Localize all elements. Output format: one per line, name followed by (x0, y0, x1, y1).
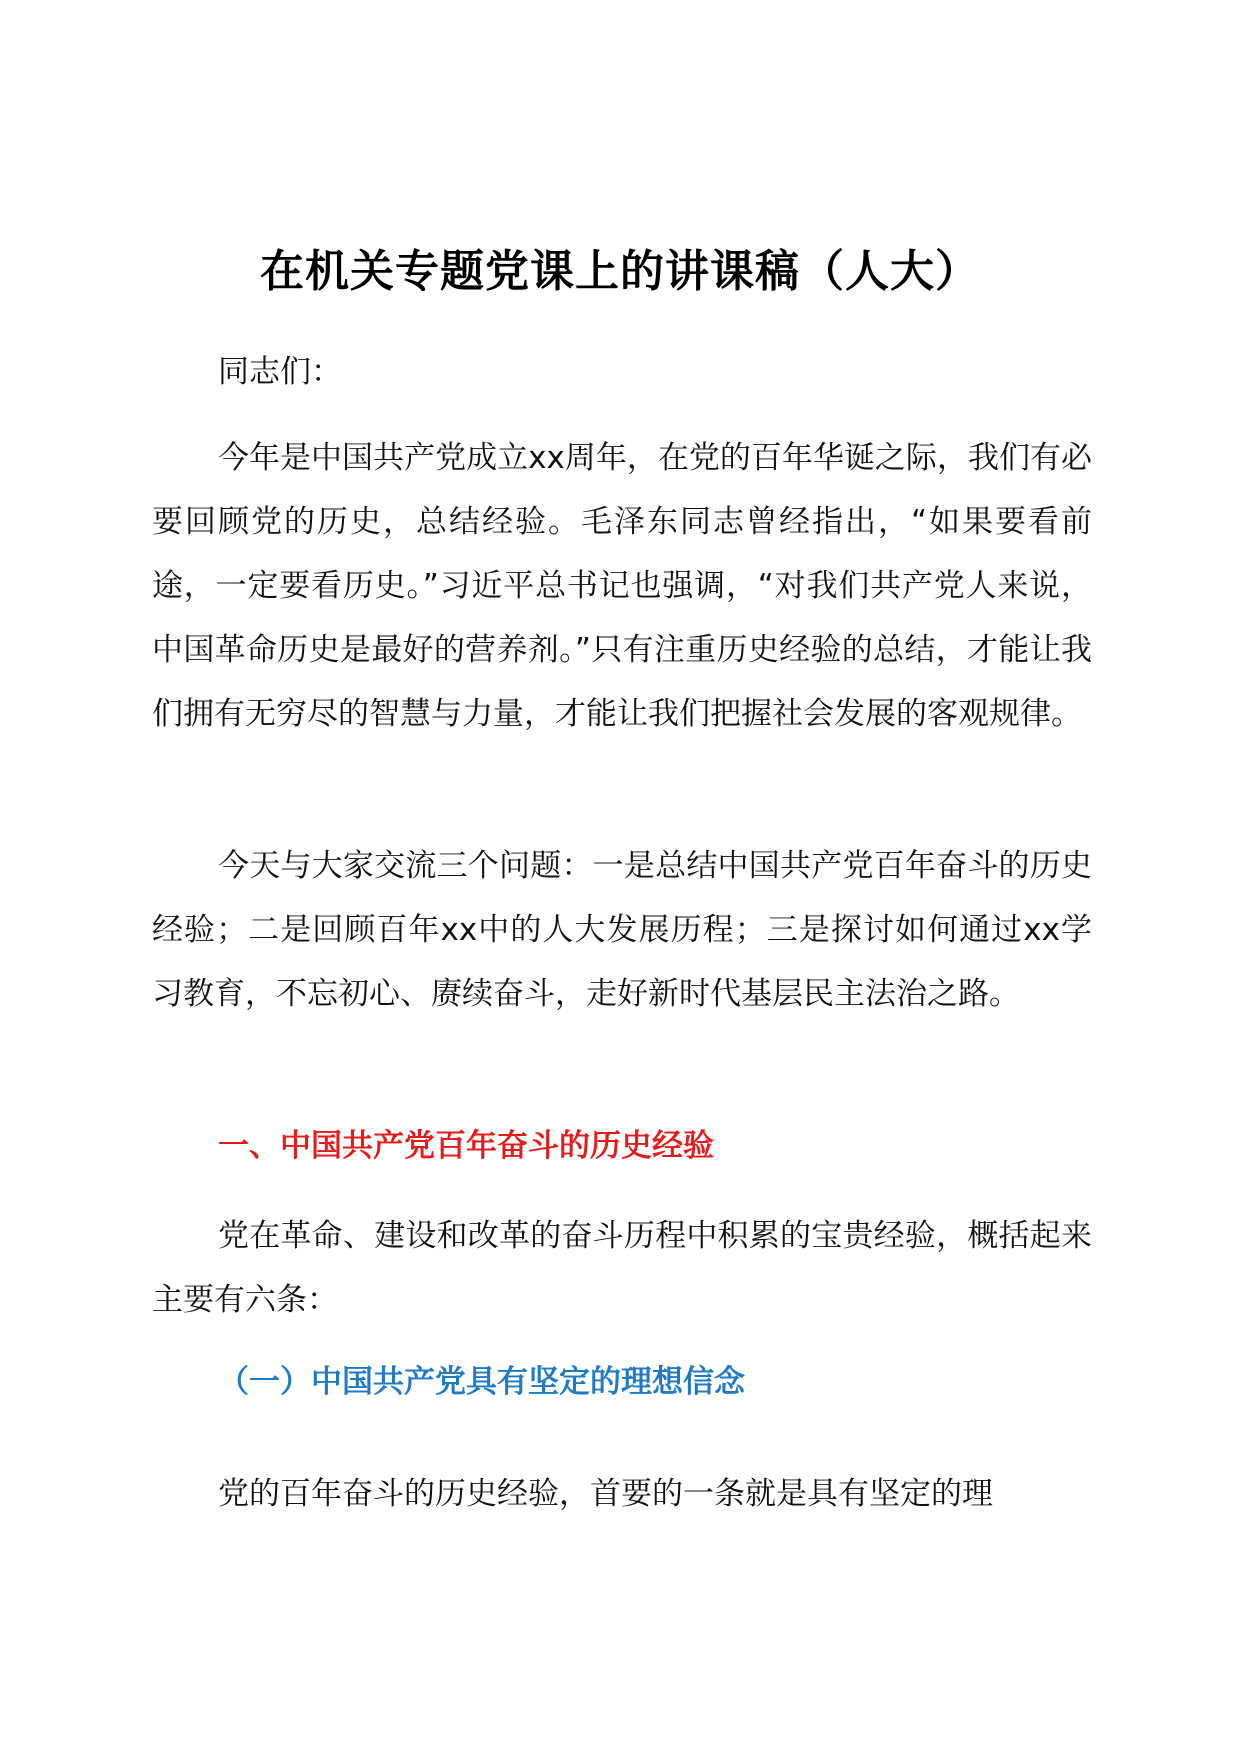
subsection-heading-1: （一）中国共产党具有坚定的理想信念 (218, 1364, 745, 1400)
section-intro-paragraph: 党在革命、建设和改革的奋斗历程中积累的宝贵经验，概括起来主要有六条： (152, 1218, 1092, 1318)
subsection-paragraph: 党的百年奋斗的历史经验，首要的一条就是具有坚定的理 (218, 1476, 993, 1512)
document-title: 在机关专题党课上的讲课稿（人大） (260, 246, 980, 297)
salutation: 同志们： (218, 354, 342, 390)
intro-paragraph: 今年是中国共产党成立xx周年，在党的百年华诞之际，我们有必要回顾党的历史，总结经验。毛泽东同志曾经指出，“如果要看前途，一定要看历史。”习近平总书记也强调，“对我们共产党人来说，中国革命历史是最好的营养剂。”只有注重历史经验的总结，才能让我们拥有无穷尽的智慧与力量，才能让我们把握社会发展的客观规律。 (152, 440, 1092, 732)
section-heading-1: 一、中国共产党百年奋斗的历史经验 (218, 1128, 714, 1164)
agenda-paragraph: 今天与大家交流三个问题：一是总结中国共产党百年奋斗的历史经验；二是回顾百年xx中的人大发展历程；三是探讨如何通过xx学习教育，不忘初心、赓续奋斗，走好新时代基层民主法治之路。 (152, 848, 1092, 1012)
